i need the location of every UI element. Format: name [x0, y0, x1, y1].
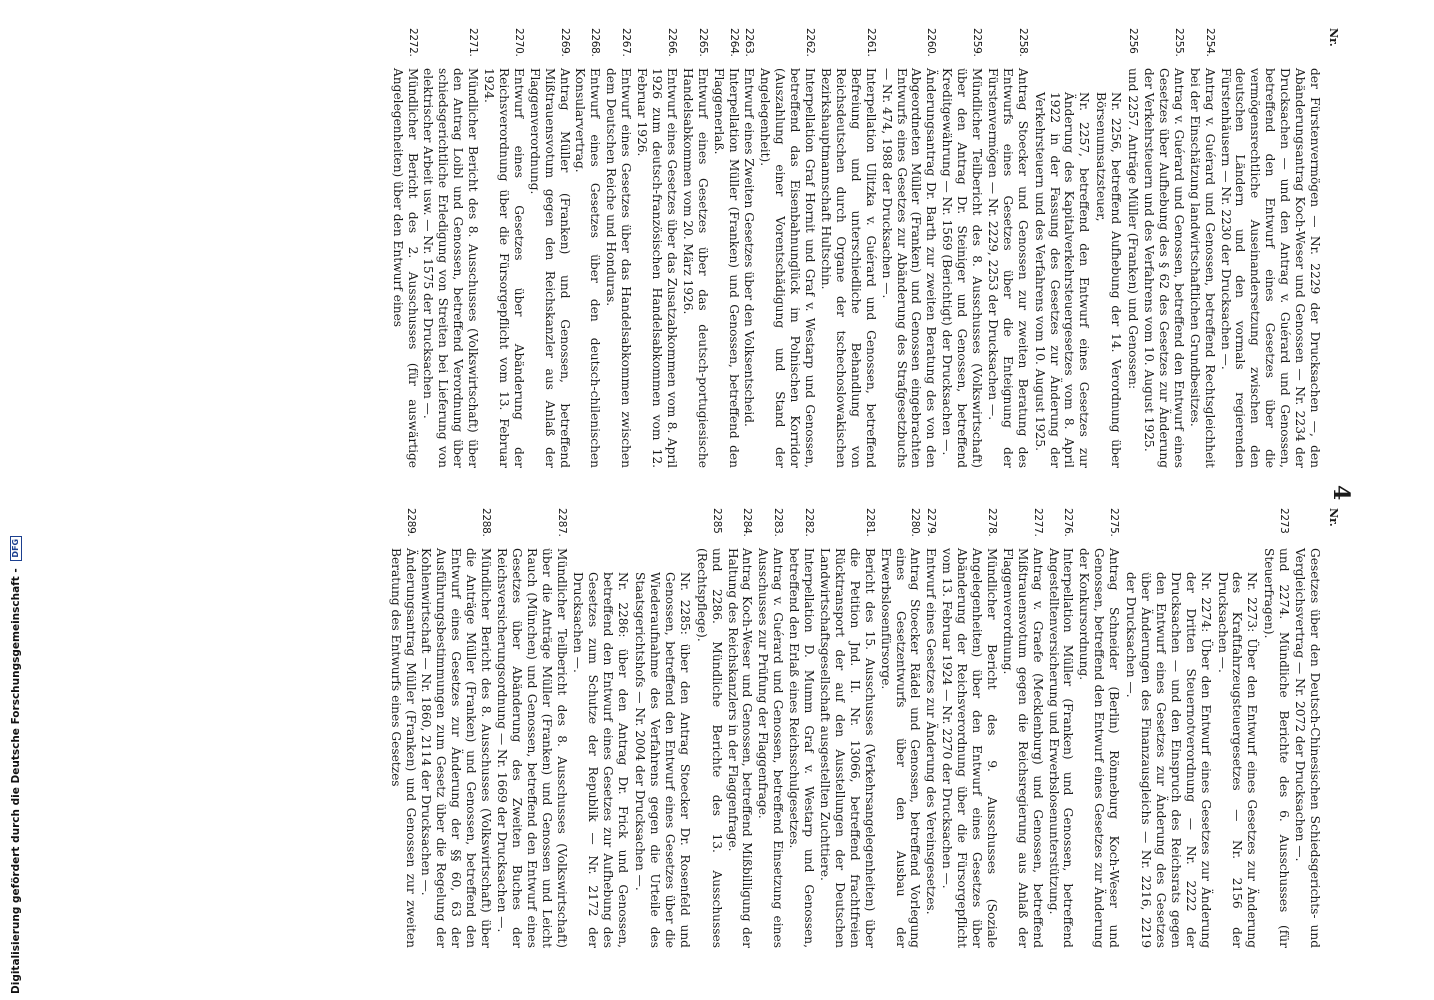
list-item — [742, 28, 757, 468]
list-item — [755, 508, 785, 948]
entry-text: Interpellation D. Mumm Graf v. Westarp und Genossen, betreffend den Erlaß eines Reichsschulgesetzes. — [787, 548, 817, 948]
list-item — [1141, 28, 1186, 468]
entry-number: 2259. — [971, 28, 984, 57]
list-item — [879, 28, 939, 468]
entry-number: 2255. — [1172, 28, 1185, 57]
entry-number: 2276. — [1062, 508, 1075, 537]
list-item — [878, 508, 923, 948]
entry-number: 2284. — [741, 508, 754, 537]
entry-number: 2266. — [665, 28, 678, 57]
entry-text: Entwurf eines Gesetzes über den deutsch-chilenischen Konsularvertrag. — [573, 68, 603, 468]
list-item — [1046, 508, 1076, 948]
entry-text: Antrag v. Guérard und Genossen, betreffend den Entwurf eines Gesetzes über Aufhebung des § 62 des Gesetzes zur Änderung der Verkehrsteuern und des Verfahrens vom 10. August 1925. — [1142, 68, 1186, 468]
entry-text: Entwurf eines Gesetzes über das Zusatzabkommen vom 8. April 1926 zum deutsch-französischen Handelsabkommen vom 12. Februar 1926. — [635, 68, 679, 468]
page-number: 4 — [1328, 485, 1354, 501]
entry-text: Änderungsantrag Dr. Barth zur zweiten Beratung des von den Abgeordneten Müller (Franken) und Genossen eingebrachten Entwurfs eines Gesetzes zur Abänderung des Strafgesetzbuchs — Nr. 474, 1988 der Drucksachen —. — [879, 68, 939, 468]
entry-text: Bericht des 15. Ausschusses (Verkehrsangelegenheiten) über die Petition Jnd. II. Nr. 13066, betreffend frachtfreien Rücktransport der auf den Ausstellungen der Deutschen Landwirtschaftsgesellschaft ausgestellten Zuchttiere. — [818, 548, 877, 948]
list-item — [1000, 508, 1045, 948]
entry-number: 2267. — [620, 28, 633, 57]
list-item — [481, 28, 526, 468]
entry-text: Mündlicher Bericht des 8. Ausschusses (Volkswirtschaft) über die Anträge Müller (Franken) und Genossen, betreffend den Entwurf eines Gesetzes zur Änderung der §§ 60, 63 der Ausführungsbestimmungen zum Gesetz über die Regelung der Kohlenwirtschaft — Nr. 1860, 2114 der Drucksachen —. — [419, 548, 494, 948]
entry-text: Antrag v. Guérard und Genossen, betreffend Einsetzung eines Ausschusses zur Prüfung der Flaggenfrage. — [756, 548, 786, 948]
column-header: Nr. — [1327, 508, 1340, 527]
list-item — [494, 508, 569, 948]
entry-text: Gesetzes über den Deutsch-Chinesischen Schiedsgerichts- und Vergleichsvertrag — Nr. 2072 der Drucksachen —. — [1293, 548, 1322, 948]
footer-credit-text: Digitalisierung gefördert durch die Deutsche Forschungsgemeinschaft - — [10, 568, 22, 994]
entry-text: Entwurf eines Gesetzes über das deutsch-portugiesische Handelsabkommen vom 20. März 1926. — [680, 68, 710, 468]
right-column — [387, 508, 1340, 948]
entry-text: Antrag Stoecker Rädel und Genossen, betreffend Vorlegung eines Gesetzentwurfs über den Ausbau der Erwerbslosenfürsorge. — [878, 548, 923, 948]
entry-text: Mündlicher Teilbericht des 8. Ausschusses (Volkswirtschaft) über die Anträge Müller (Franken) und Genossen und Leicht Rauch (München) und Genossen, betreffend den Entwurf eines Gesetzes über Abänderung des Zweiten Buches der Reichsversicherungsordnung — Nr. 1669 der Drucksachen —. — [494, 548, 569, 948]
entry-text: Interpellation Müller (Franken) und Genossen, betreffend Angestelltenversicherung und Erwerbslosenunterstützung. — [1046, 548, 1076, 948]
entry-subitem: Nr. 2285: über den Antrag Stoecker Dr. Rosenfeld und Genossen, betreffend den Entwurf eines Gesetzes über die Wiederaufnahme des Verfahrens gegen die Urteile des Staatsgerichtshofs — Nr. 2004 der Drucksachen —. — [633, 572, 692, 948]
list-item — [1123, 508, 1291, 948]
entry-text: Entwurf eines Gesetzes über das Handelsabkommen zwischen dem Deutschen Reiche und Honduras. — [604, 68, 634, 468]
entry-text: und 2274. Mündliche Berichte des 6. Ausschusses (für Steuerfragen). — [1262, 548, 1292, 948]
entry-number: 2260. — [925, 28, 938, 57]
entry-number: 2282. — [803, 508, 816, 537]
entry-text: Mündlicher Teilbericht des 8. Ausschusses (Volkswirtschaft) über den Antrag Dr. Steiniger und Genossen, betreffend Kreditgewährung — Nr. 1569 (Berichtigt) der Drucksachen —. — [940, 68, 985, 468]
entry-number: 2285 — [710, 508, 723, 534]
entry-number: 2280. — [909, 508, 922, 537]
list-item — [680, 28, 710, 468]
digitization-footer — [6, 538, 26, 994]
entry-number: 2256 — [1127, 28, 1140, 54]
entry-text: Antrag v. Graefe (Mecklenburg) und Genossen, betreffend Mißtrauensvotum gegen die Reichsregierung aus Anlaß der Flaggenverordnung. — [1000, 548, 1045, 948]
entry-text: Entwurf eines Zweiten Gesetzes über den Volksentscheid. — [742, 68, 757, 427]
entry-number: 2261. — [864, 28, 877, 57]
entry-text: Antrag Koch-Weser und Genossen, betreffend Mißbilligung der Haltung des Reichskanzlers in der Flaggenfrage. — [725, 548, 755, 948]
list-item — [571, 508, 724, 948]
entry-number: 2279. — [925, 508, 938, 537]
entry-number: 2268. — [589, 28, 602, 57]
list-item — [817, 508, 877, 948]
entry-subitem: Nr. 2257, betreffend den Entwurf eines Gesetzes zur Änderung des Kapitalverkehrsteuergesetzes vom 8. April 1922 in der Fassung des Gesetzes zur Änderung der Verkehrsteuern und des Verfahrens vom 10. August 1925. — [1032, 92, 1092, 468]
entry-text: Änderungsantrag Müller (Franken) und Genossen zur zweiten Beratung des Entwurfs eines Gesetzes — [388, 548, 418, 948]
list-item — [390, 28, 420, 468]
list-item — [1292, 508, 1322, 948]
entry-text: und 2257. Anträge Müller (Franken) und Genossen: — [1126, 68, 1141, 390]
entry-text: der Fürstenvermögen — Nr. 2229 der Drucksachen —, den Abänderungsantrag Koch-Weser und Genossen — Nr. 2234 der Drucksachen — und den Antrag v. Guérard und Genossen, betreffend den Entwurf eines Gesetzes über die vermögensrechtliche Auseinandersetzung zwischen den deutschen Ländern und den vormals regierenden Fürstenhäusern — Nr. 2230 der Drucksachen —. — [1218, 68, 1322, 468]
entry-subitem: Nr. 2286: über den Antrag Dr. Frick und Genossen, betreffend den Entwurf eines Gesetzes zur Aufhebung des Gesetzes zum Schutze der Republik — Nr. 2172 der Drucksachen —. — [571, 572, 631, 948]
entry-number: 2275. — [1108, 508, 1121, 537]
list-item — [725, 508, 755, 948]
entry-number: 2287. — [555, 508, 568, 537]
entry-text: Interpellation Müller (Franken) und Genossen, betreffend den Flaggenerlaß. — [711, 68, 741, 468]
entry-number: 2271. — [467, 28, 480, 57]
list-item — [818, 28, 878, 468]
entry-text: Antrag v. Guérard und Genossen, betreffend Rechtsgleichheit bei der Einschätzung landwirtschaftlichen Grundbesitzes. — [1187, 68, 1217, 468]
entry-number: 2283. — [772, 508, 785, 537]
list-item — [634, 28, 679, 468]
list-item — [757, 28, 817, 468]
entry-text: Antrag Schneider (Berlin) Rönneburg Koch-Weser und Genossen, betreffend den Entwurf eines Gesetzes zur Änderung der Konkursordnung. — [1077, 548, 1122, 948]
list-item — [527, 28, 572, 468]
entry-number: 2277. — [1031, 508, 1044, 537]
entry-text: Mündlicher Bericht des 2. Ausschusses (für auswärtige Angelegenheiten) über den Entwurf eines — [390, 68, 420, 468]
entry-number: 2263. — [743, 28, 756, 57]
list-item — [923, 508, 938, 948]
entry-text: Antrag Müller (Franken) und Genossen, betreffend Mißtrauensvotum gegen den Reichskanzler aus Anlaß der Flaggenverordnung. — [527, 68, 572, 468]
entry-number: 2265. — [696, 28, 709, 57]
entry-text: Mündlicher Bericht des 9. Ausschusses (Soziale Angelegenheiten) über den Entwurf eines Gesetzes über Abänderung der Reichsverordnung über die Fürsorgepflicht vom 13. Februar 1924 — Nr. 2270 der Drucksachen —. — [940, 548, 999, 948]
entry-number: 2258. — [1016, 28, 1029, 57]
entry-subitem: Nr. 2274: Über den Entwurf eines Gesetzes zur Änderung der Dritten Steuernotverordnung — Nr. 2222 der Drucksachen — und den Einspruch des Reichsrats gegen den Entwurf eines Gesetzes zur Änderung des Gesetzes über Änderungen des Finanzausgleichs — Nr. 2216, 2219 der Drucksachen —. — [1124, 572, 1213, 948]
entry-number: 2262. — [804, 28, 817, 57]
entry-number: 2254. — [1203, 28, 1216, 57]
entry-number: 2264. — [727, 28, 740, 57]
entry-number: 2272. — [406, 28, 419, 57]
column-header: Nr. — [1327, 28, 1340, 47]
list-item — [786, 508, 816, 948]
entry-subitem: Nr. 2273: Über den Entwurf eines Gesetzes zur Änderung des Kraftfahrzeugsteuergesetzes — Nr. 2156 der Drucksachen —. — [1215, 572, 1260, 948]
list-item — [419, 508, 494, 948]
entry-text: Entwurf eines Gesetzes zur Änderung des Vereinsgesetzes. — [924, 548, 939, 915]
dfg-logo: DFG — [10, 536, 22, 561]
entry-number: 2273 — [1278, 508, 1291, 534]
list-item — [985, 28, 1030, 468]
list-item — [603, 28, 633, 468]
list-item — [1218, 28, 1322, 468]
entry-text: Entwurf eines Gesetzes über Abänderung der Reichsverordnung über die Fürsorgepflicht vom 13. Februar 1924. — [482, 68, 526, 468]
list-item — [421, 28, 481, 468]
entry-text: und 2286. Mündliche Berichte des 13. Ausschusses (Rechtspflege). — [694, 548, 724, 948]
entry-text: Interpellation Ulitzka v. Guérard und Genossen, betreffend Befreiung und unterschiedliche Behandlung von Reichsdeutschen durch Organe der tschechoslowakischen Bezirkshauptmannschaft Hultschin. — [819, 68, 878, 468]
left-column — [389, 28, 1340, 468]
entry-number: 2270. — [512, 28, 525, 57]
entry-subitem: Nr. 2256, betreffend Aufhebung der 14. Verordnung über Börsenumsatzsteuer, — [1094, 92, 1124, 468]
entry-number: 2289. — [404, 508, 417, 537]
entry-number: 2288. — [480, 508, 493, 537]
entry-text: Interpellation Graf Hornit und Graf v. Westarp und Genossen, betreffend das Eisenbahnunglück im Polnischen Korridor (Auszahlung einer Vorentschädigung und Stand der Angelegenheit). — [758, 68, 818, 468]
list-item — [939, 28, 984, 468]
list-item — [711, 28, 741, 468]
entry-number: 2269. — [558, 28, 571, 57]
list-item — [573, 28, 603, 468]
list-item — [1187, 28, 1217, 468]
list-item — [1032, 28, 1140, 468]
entry-text: Antrag Stoecker und Genossen zur zweiten Beratung des Entwurfs eines Gesetzes über die Enteignung der Fürstenvermögen — Nr. 2229, 2253 der Drucksachen —. — [985, 68, 1030, 468]
entry-number: 2278. — [985, 508, 998, 537]
list-item — [939, 508, 999, 948]
list-item — [388, 508, 418, 948]
entry-number: 2281. — [863, 508, 876, 537]
list-item — [1077, 508, 1122, 948]
entry-text: Mündlicher Bericht des 8. Ausschusses (Volkswirtschaft) über den Antrag Loibl und Genossen, betreffend Verordnung über schiedsgerichtliche Erledigung von Streiten bei Lieferung von elektrischer Arbeit usw. — Nr. 1575 der Drucksachen —. — [421, 68, 481, 468]
